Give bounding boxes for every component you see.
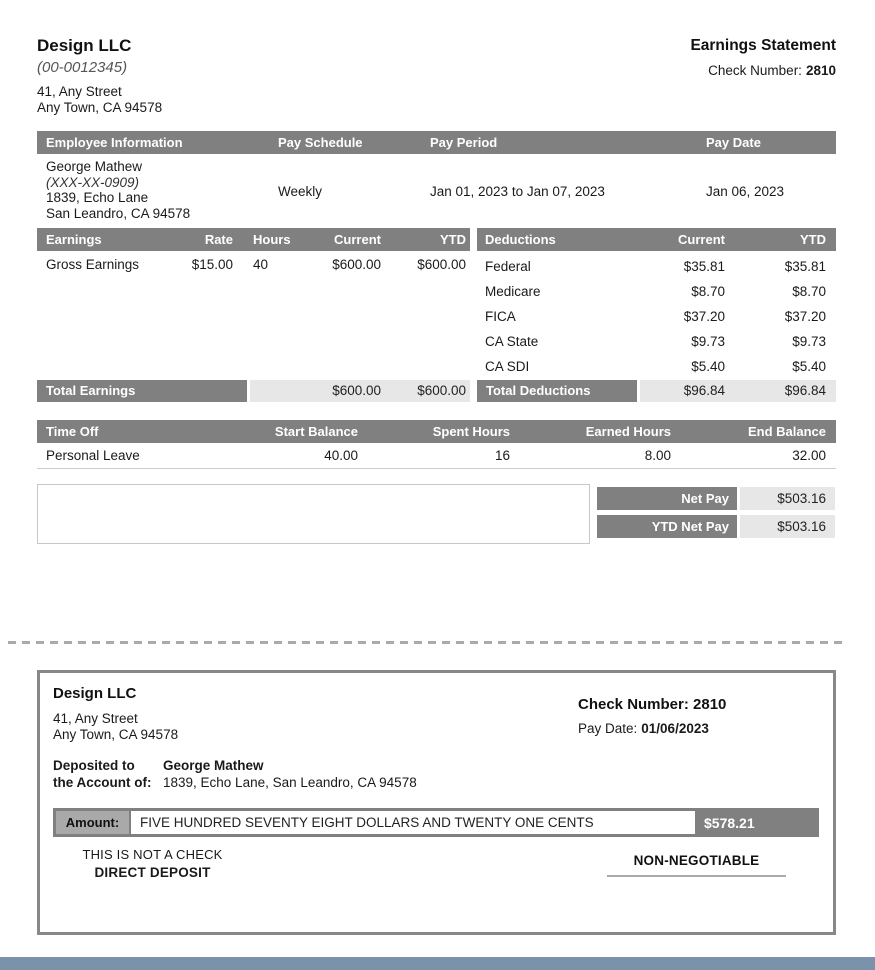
deduction-current: $8.70 bbox=[691, 284, 725, 299]
company-tax-id: (00-0012345) bbox=[37, 59, 128, 76]
deduction-current: $9.73 bbox=[691, 334, 725, 349]
deduction-row bbox=[477, 254, 836, 279]
total-deductions-ytd: $96.84 bbox=[784, 383, 826, 398]
earnings-row-label: Gross Earnings bbox=[46, 257, 140, 272]
payee-name: George Mathew bbox=[163, 758, 264, 773]
deduction-current: $37.20 bbox=[683, 309, 725, 324]
non-negotiable-underline bbox=[607, 875, 786, 877]
company-header bbox=[37, 36, 162, 116]
deductions-table bbox=[477, 228, 836, 402]
earnings-header-row bbox=[37, 228, 470, 251]
net-pay-empty-box bbox=[37, 484, 590, 544]
earnings-table bbox=[37, 228, 470, 402]
check-stub bbox=[37, 670, 836, 935]
employee-ssn: (XXX-XX-0909) bbox=[46, 174, 140, 190]
header-hours: Hours bbox=[253, 232, 291, 247]
earnings-row bbox=[37, 251, 470, 272]
time-off-spent-hours: 16 bbox=[494, 448, 510, 463]
company-address bbox=[37, 84, 162, 116]
not-a-check-text: THIS IS NOT A CHECK bbox=[82, 847, 223, 862]
pay-date-value: Jan 06, 2023 bbox=[706, 183, 785, 199]
ytd-net-pay-row bbox=[597, 515, 835, 538]
earnings-row-hours: 40 bbox=[253, 257, 269, 272]
time-off-start-balance: 40.00 bbox=[324, 448, 358, 463]
stub-company-address bbox=[53, 711, 178, 743]
stub-company-address-line2: Any Town, CA 94578 bbox=[53, 727, 179, 742]
non-negotiable-text: NON-NEGOTIABLE bbox=[633, 853, 760, 868]
deduction-current: $5.40 bbox=[691, 359, 725, 374]
employee-info-header-row bbox=[37, 131, 836, 154]
total-deductions-label: Total Deductions bbox=[477, 380, 637, 402]
total-deductions-row bbox=[477, 380, 836, 402]
header-earnings-ytd: YTD bbox=[440, 232, 466, 247]
total-deductions-current: $96.84 bbox=[683, 383, 725, 398]
header-rate: Rate bbox=[204, 232, 233, 247]
header-spent-hours: Spent Hours bbox=[432, 424, 510, 439]
amount-label: Amount: bbox=[56, 811, 129, 834]
total-earnings-row bbox=[37, 380, 470, 402]
earnings-row-current: $600.00 bbox=[332, 257, 381, 272]
header-deductions: Deductions bbox=[485, 232, 556, 247]
total-earnings-ytd: $600.00 bbox=[417, 383, 466, 398]
payee-block bbox=[163, 758, 417, 791]
stub-check-number: Check Number: 2810 bbox=[578, 696, 727, 713]
check-number-line bbox=[690, 63, 836, 78]
non-negotiable-block bbox=[607, 853, 786, 877]
deduction-label: CA State bbox=[485, 334, 539, 349]
direct-deposit-text: DIRECT DEPOSIT bbox=[94, 865, 211, 880]
stub-company-name: Design LLC bbox=[53, 685, 137, 702]
footer-bar bbox=[0, 957, 875, 970]
header-start-balance: Start Balance bbox=[274, 424, 358, 439]
deduction-ytd: $37.20 bbox=[784, 309, 826, 324]
time-off-table bbox=[37, 420, 836, 469]
stub-pay-date bbox=[578, 721, 726, 736]
header-earnings-current: Current bbox=[334, 232, 381, 247]
header-earned-hours: Earned Hours bbox=[585, 424, 671, 439]
stub-check-info bbox=[578, 696, 726, 736]
company-address-line2: Any Town, CA 94578 bbox=[37, 100, 163, 115]
earnings-body bbox=[37, 251, 470, 380]
header-earnings: Earnings bbox=[46, 232, 102, 247]
stub-pay-date-label: Pay Date: bbox=[578, 721, 638, 736]
statement-header bbox=[690, 37, 836, 78]
disclaimer-block bbox=[45, 847, 260, 880]
header-deductions-ytd: YTD bbox=[800, 232, 826, 247]
deduction-label: FICA bbox=[485, 309, 516, 324]
deduction-row bbox=[477, 329, 836, 354]
total-deductions-values bbox=[640, 380, 836, 402]
employee-info-table bbox=[37, 131, 836, 228]
deduction-ytd: $35.81 bbox=[784, 259, 826, 274]
company-address-line1: 41, Any Street bbox=[37, 84, 122, 99]
header-pay-schedule: Pay Schedule bbox=[278, 135, 363, 150]
check-number-value: 2810 bbox=[805, 63, 836, 78]
deposited-to-line1: Deposited to bbox=[53, 758, 135, 773]
header-pay-period: Pay Period bbox=[430, 135, 498, 150]
total-earnings-label: Total Earnings bbox=[37, 380, 247, 402]
pay-schedule-value: Weekly bbox=[278, 183, 323, 199]
employee-address-line2: San Leandro, CA 94578 bbox=[46, 205, 191, 221]
amount-words-field: FIVE HUNDRED SEVENTY EIGHT DOLLARS AND TWENTY ONE CENTS bbox=[131, 811, 695, 834]
net-pay-label: Net Pay bbox=[597, 487, 737, 510]
deduction-label: CA SDI bbox=[485, 359, 530, 374]
deduction-label: Medicare bbox=[485, 284, 541, 299]
earnings-row-rate: $15.00 bbox=[191, 257, 233, 272]
dashed-separator bbox=[8, 641, 848, 644]
earnings-row-ytd: $600.00 bbox=[417, 257, 466, 272]
header-deductions-current: Current bbox=[678, 232, 725, 247]
time-off-row bbox=[37, 443, 836, 469]
amount-bar bbox=[53, 808, 819, 837]
employee-name: George Mathew bbox=[46, 159, 143, 174]
stub-pay-date-value: 01/06/2023 bbox=[641, 721, 709, 736]
time-off-label: Personal Leave bbox=[46, 448, 140, 463]
employee-info-body-row bbox=[37, 154, 836, 228]
total-earnings-values bbox=[250, 380, 470, 402]
net-pay-row bbox=[597, 487, 835, 510]
time-off-earned-hours: 8.00 bbox=[644, 448, 671, 463]
deduction-ytd: $5.40 bbox=[792, 359, 826, 374]
header-pay-date: Pay Date bbox=[706, 135, 761, 150]
total-earnings-current: $600.00 bbox=[332, 383, 381, 398]
deduction-ytd: $9.73 bbox=[792, 334, 826, 349]
deduction-label: Federal bbox=[485, 259, 531, 274]
ytd-net-pay-label: YTD Net Pay bbox=[597, 515, 737, 538]
deposited-to-line2: the Account of: bbox=[53, 774, 152, 790]
deductions-body bbox=[477, 251, 836, 380]
stub-company-address-line1: 41, Any Street bbox=[53, 711, 138, 726]
statement-title: Earnings Statement bbox=[690, 37, 836, 54]
deduction-ytd: $8.70 bbox=[792, 284, 826, 299]
deduction-current: $35.81 bbox=[683, 259, 725, 274]
time-off-end-balance: 32.00 bbox=[792, 448, 826, 463]
payee-address: 1839, Echo Lane, San Leandro, CA 94578 bbox=[163, 774, 417, 790]
deduction-row bbox=[477, 304, 836, 329]
deduction-row bbox=[477, 279, 836, 304]
check-number-label: Check Number: bbox=[708, 63, 802, 78]
time-off-header-row bbox=[37, 420, 836, 443]
pay-period-value: Jan 01, 2023 to Jan 07, 2023 bbox=[430, 183, 605, 199]
deduction-row bbox=[477, 354, 836, 379]
amount-value: $578.21 bbox=[704, 814, 755, 831]
header-employee-information: Employee Information bbox=[46, 135, 183, 150]
deductions-header-row bbox=[477, 228, 836, 251]
net-pay-value: $503.16 bbox=[740, 487, 835, 510]
ytd-net-pay-value: $503.16 bbox=[740, 515, 835, 538]
company-name: Design LLC bbox=[37, 36, 132, 55]
header-time-off: Time Off bbox=[46, 424, 99, 439]
header-end-balance: End Balance bbox=[747, 424, 826, 439]
employee-address-line1: 1839, Echo Lane bbox=[46, 190, 149, 205]
deposited-to-label bbox=[53, 758, 152, 791]
net-pay-summary bbox=[597, 487, 835, 543]
employee-details bbox=[37, 154, 278, 228]
